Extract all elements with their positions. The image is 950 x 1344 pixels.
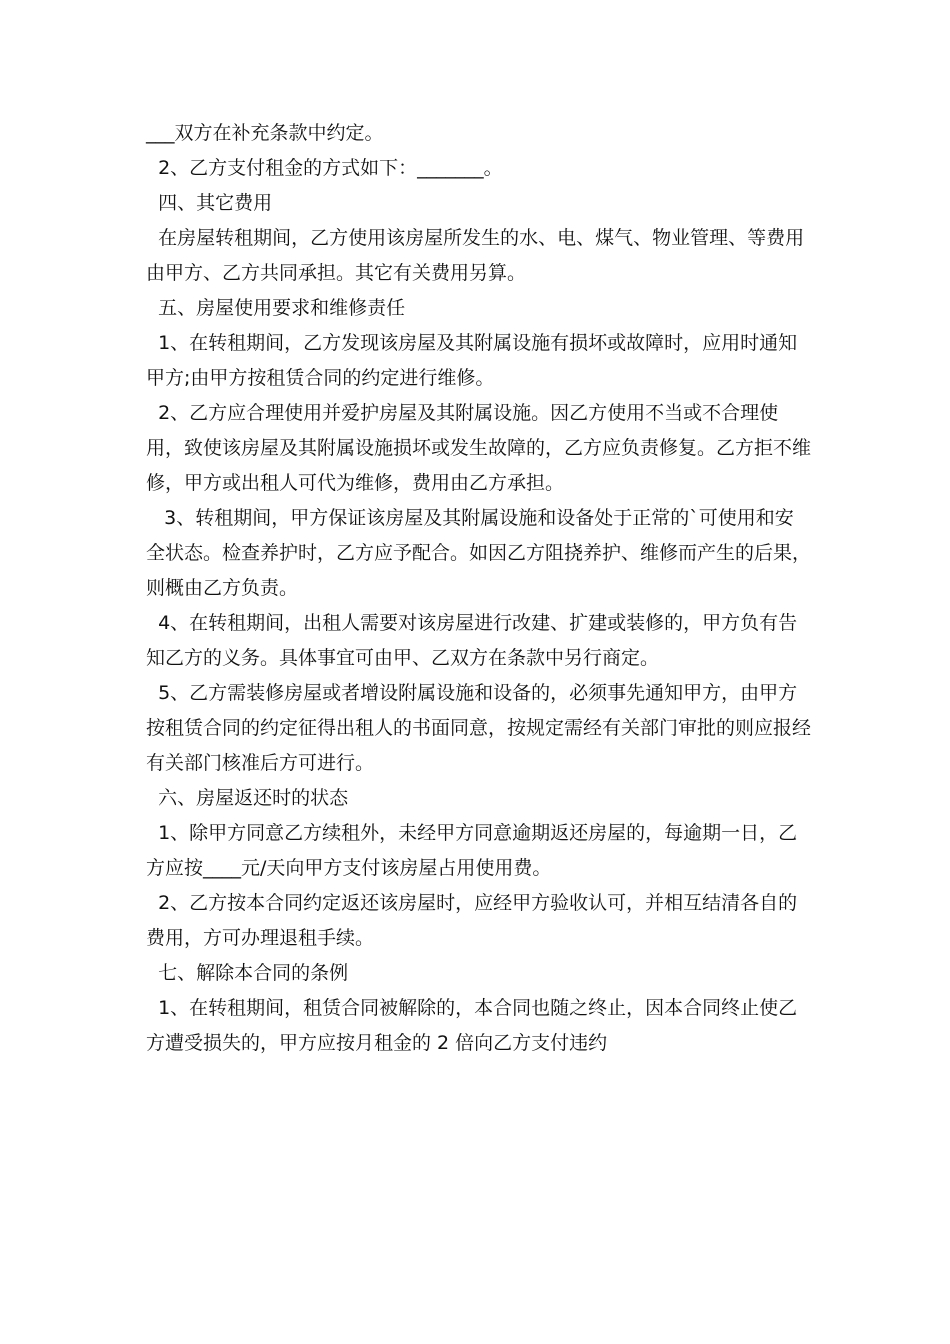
section-heading-7: 七、解除本合同的条例: [146, 962, 349, 984]
section-heading-4: 四、其它费用: [146, 192, 273, 214]
paragraph-11: 1、在转租期间，租赁合同被解除的，本合同也随之终止，因本合同终止使乙方遭受损失的，甲方应按月租金的 2 倍向乙方支付违约: [146, 997, 798, 1054]
paragraph-5: 2、乙方应合理使用并爱护房屋及其附属设施。因乙方使用不当或不合理使用，致使该房屋及其附属设施损坏或发生故障的，乙方应负责修复。乙方拒不维修，甲方或出租人可代为维修，费用由乙方承担。: [146, 402, 812, 494]
section-heading-5: 五、房屋使用要求和维修责任: [146, 297, 406, 319]
paragraph-7: 4、在转租期间，出租人需要对该房屋进行改建、扩建或装修的，甲方负有告知乙方的义务。具体事宜可由甲、乙双方在条款中另行商定。: [146, 612, 798, 669]
paragraph-3: 在房屋转租期间，乙方使用该房屋所发生的水、电、煤气、物业管理、等费用由甲方、乙方共同承担。其它有关费用另算。: [146, 227, 805, 284]
paragraph-4: 1、在转租期间，乙方发现该房屋及其附属设施有损坏或故障时，应用时通知甲方;由甲方按租赁合同的约定进行维修。: [146, 332, 798, 389]
paragraph-2: 2、乙方支付租金的方式如下：_______。: [146, 157, 503, 179]
paragraph-8: 5、乙方需装修房屋或者增设附属设施和设备的，必须事先通知甲方，由甲方按租赁合同的约定征得出租人的书面同意，按规定需经有关部门审批的则应报经有关部门核准后方可进行。: [146, 682, 812, 774]
section-heading-6: 六、房屋返还时的状态: [146, 787, 349, 809]
paragraph-9: 1、除甲方同意乙方续租外，未经甲方同意逾期返还房屋的，每逾期一日，乙方应按____元/天向甲方支付该房屋占用使用费。: [146, 822, 798, 879]
paragraph-1: ___双方在补充条款中约定。: [146, 122, 384, 144]
paragraph-10: 2、乙方按本合同约定返还该房屋时，应经甲方验收认可，并相互结清各自的费用，方可办理退租手续。: [146, 892, 798, 949]
paragraph-6: 3、转租期间，甲方保证该房屋及其附属设施和设备处于正常的`可使用和安全状态。检查养护时，乙方应予配合。如因乙方阻挠养护、维修而产生的后果，则概由乙方负责。: [146, 507, 812, 599]
document-body: [146, 116, 811, 1061]
